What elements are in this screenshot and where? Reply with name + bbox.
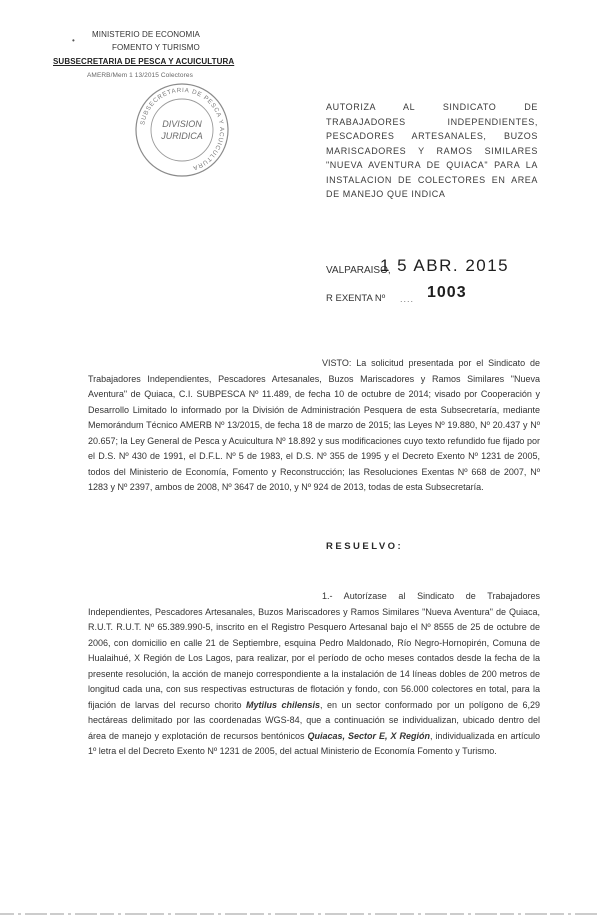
article-1-paragraph [88,589,540,760]
svg-text:JURIDICA: JURIDICA [161,131,203,141]
resolution-label: R EXENTA Nº [326,293,386,304]
svg-text:DIVISION: DIVISION [162,119,202,129]
date-label: VALPARAISO, [326,265,391,276]
resolution-number: 1003 [427,284,467,301]
article-1-text-part2: , en un sector conformado por un polígono de 6,29 hectáreas delimitado por las coordenadas WGS-84, que a continuación se individualizan, ubicado dentro del área de manejo y explotación de recursos bentónicos [88,699,540,741]
area-name: Quiacas, Sector E, X Región [307,730,430,741]
ministry-name: MINISTERIO DE ECONOMIA [92,30,200,39]
visto-lead: VISTO: [322,358,352,368]
article-1-lead: 1.- Autorízase al Sindicato de Trabajadores [322,591,540,601]
resuelvo-heading: RESUELVO: [326,541,404,552]
resolution-subject: AUTORIZA AL SINDICATO DE TRABAJADORES INDEPENDIENTES, PESCADORES ARTESANALES, BUZOS MARISCADORES Y RAMOS SIMILARES "NUEVA AVENTURA DE QUIACA" PARA LA INSTALACION DE COLECTORES EN AREA DE MANEJO QUE INDICA [326,102,538,199]
article-1-text-part1: Independientes, Pescadores Artesanales, Buzos Mariscadores y Ramos Similares "Nueva Aventura" de Quiaca, R.U.T. R.U.T. Nº 65.389.990-5, inscrito en el Registro Pesquero Artesanal bajo el Nº 8555 de 25 de octubre de 2006, con domicilio en calle 21 de Septiembre, esquina Pedro Maldonado, Río Negro-Hornopirén, Comuna de Hualaihué, X Región de Los Lagos, para realizar, por el período de ocho meses contados desde la fecha de la presente resolución, la acción de manejo correspondiente a la instalación de 14 líneas dobles de 200 metros de longitud cada una, con sus respectivas estructuras de flotación y fondo, con 56.000 colectores en total, para la fijación de larvas del recurso chorito [88,606,540,710]
reference-code: AMERB/Mem 1 13/2015 Colectores [87,72,193,79]
stamp-seal-icon [132,80,232,180]
article-1-text-part3: , individualizada en artículo 1º letra el del Decreto Exento Nº 1231 de 2005, del actual Ministerio de Economía Fomento y Turismo. [88,730,540,756]
svg-text:SUBSECRETARIA DE PESCA Y ACUIC: SUBSECRETARIA DE PESCA Y ACUICULTURA [139,86,226,172]
scan-edge-noise [0,905,600,913]
visto-paragraph [88,356,540,496]
division-juridica-stamp [132,80,232,180]
ministry-subtitle: FOMENTO Y TURISMO [112,43,200,52]
resolution-dots: .... [400,294,415,304]
subsecretaria-name: SUBSECRETARIA DE PESCA Y ACUICULTURA [53,57,235,66]
date-stamp: 1 5 ABR. 2015 [380,256,510,275]
visto-text: La solicitud presentada por el Sindicato de Trabajadores Independientes, Pescadores Artesanales, Buzos Mariscadores y Ramos Similares "Nueva Aventura" de Quiaca, C.I. SUBPESCA Nº 11.489, de fecha 10 de octubre de 2014; visado por Cooperación y Desarrollo Limitado lo informado por la División de Administración Pesquera de esta Subsecretaría, mediante Memorándum Técnico AMERB Nº 13/2015, de fecha 18 de marzo de 2015; las Leyes Nº 19.880, Nº 20.437 y Nº 20.657; la Ley General de Pesca y Acuicultura Nº 18.892 y sus modificaciones cuyo texto refundido fue fijado por el D.S. Nº 430 de 1991, el D.F.L. Nº 5 de 1983, el D.S. Nº 355 de 1995 y el Decreto Exento Nº 1231 de 2005, todos del Ministerio de Economía, Fomento y Reconstrucción; las Resoluciones Exentas Nº 668 de 2007, Nº 1283 y Nº 2397, ambos de 2008, Nº 3647 de 2010, y Nº 924 de 2013, todas de esta Subsecretaría. [88,358,540,492]
bullet-mark: • [72,36,75,45]
species-name: Mytilus chilensis [245,699,320,710]
